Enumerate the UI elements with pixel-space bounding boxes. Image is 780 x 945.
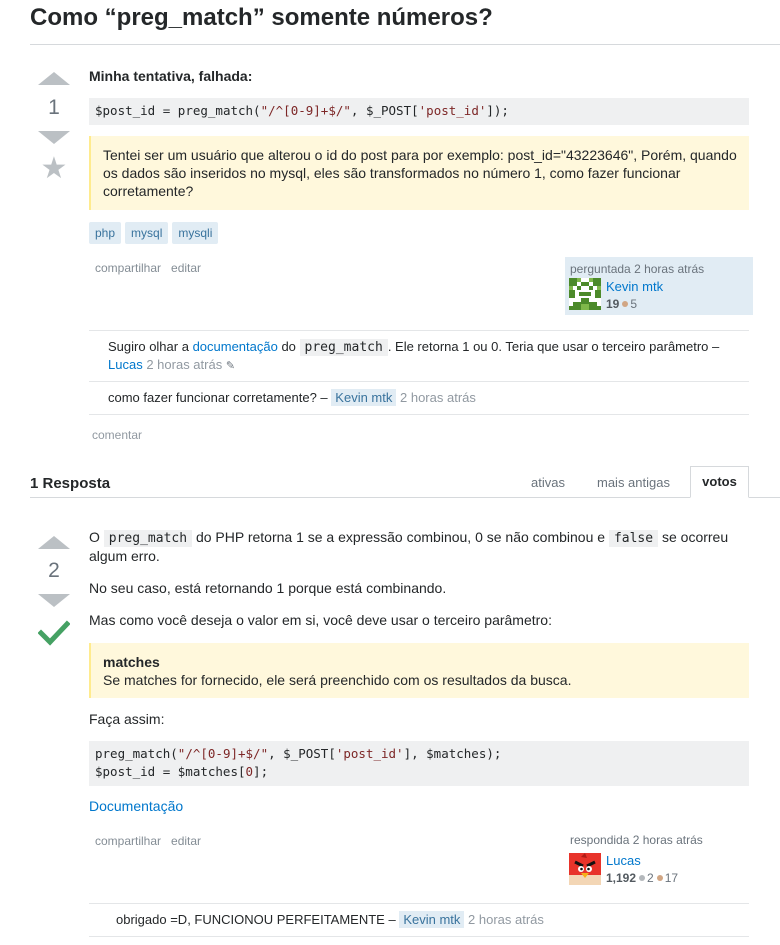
tab-votes[interactable]: votos xyxy=(690,466,749,498)
avatar[interactable] xyxy=(569,278,601,313)
code-fn: preg_match( xyxy=(95,746,178,761)
answerer-name[interactable]: Lucas xyxy=(606,853,641,868)
comment-text-post: . Ele retorna 1 ou 0. Teria que usar o terceiro parâmetro – xyxy=(387,339,720,354)
checkmark-icon xyxy=(38,620,70,649)
identicon-avatar-icon xyxy=(569,278,601,310)
answer-paragraph-2: No seu caso, está retornando 1 porque está combinando. xyxy=(89,580,447,596)
code-pattern: "/^[0-9]+$/" xyxy=(260,103,351,118)
comment-divider xyxy=(89,903,749,904)
bronze-badge-icon xyxy=(622,301,628,307)
comment-text-mid: do xyxy=(277,339,300,354)
avatar[interactable] xyxy=(569,853,601,888)
asker-rep-score: 19 xyxy=(606,297,620,311)
bronze-badge-icon xyxy=(657,875,663,881)
comment-text: como fazer funcionar corretamente? – xyxy=(108,390,328,405)
downvote-icon[interactable] xyxy=(38,131,70,144)
tag-php[interactable]: php xyxy=(89,222,121,244)
question-post-menu xyxy=(95,261,211,275)
comment-item xyxy=(116,911,746,928)
edit-link[interactable]: editar xyxy=(171,261,202,275)
upvote-icon[interactable] xyxy=(38,72,70,85)
comment-user[interactable]: Kevin mtk xyxy=(399,911,464,928)
answer-paragraph-3: Mas como você deseja o valor em si, você deve usar o terceiro parâmetro: xyxy=(89,612,552,628)
inline-code-preg-match: preg_match xyxy=(104,530,192,547)
answers-count: 1 Resposta xyxy=(30,475,111,492)
comment-item xyxy=(108,338,748,375)
answer-paragraph-4: Faça assim: xyxy=(89,711,165,727)
comment-text: obrigado =D, FUNCIONOU PERFEITAMENTE – xyxy=(116,912,396,927)
documentation-link[interactable]: documentação xyxy=(192,339,278,354)
asker-bronze-count: 5 xyxy=(630,297,638,311)
code-mid: , $_POST[ xyxy=(268,746,336,761)
comment-item xyxy=(108,389,748,406)
answer-paragraph-1-cont: algum erro. xyxy=(89,548,160,564)
answered-action: respondida xyxy=(570,833,630,847)
comment-divider xyxy=(89,330,749,331)
comment-time[interactable]: 2 horas atrás xyxy=(400,390,476,405)
code-key: 'post_id' xyxy=(335,746,404,761)
p1-text-c: se ocorreu xyxy=(658,529,729,545)
comment-user[interactable]: Lucas xyxy=(108,357,143,372)
share-link[interactable]: compartilhar xyxy=(95,834,162,848)
add-comment-link[interactable]: comentar xyxy=(92,428,143,442)
answer-signature xyxy=(565,833,753,891)
question-vote-count: 1 xyxy=(48,96,60,119)
favorite-star-icon[interactable]: ★ xyxy=(40,152,68,185)
comment-inline-code: preg_match xyxy=(300,339,388,356)
pencil-icon: ✎ xyxy=(225,360,236,372)
answer-quote xyxy=(89,643,749,698)
answer-code-block xyxy=(89,741,749,786)
tag-mysqli[interactable]: mysqli xyxy=(172,222,218,244)
answerer-rep-score: 1,192 xyxy=(606,871,637,885)
code-end: ]); xyxy=(486,103,509,118)
comment-time[interactable]: 2 horas atrás xyxy=(468,912,544,927)
asked-time: 2 horas atrás xyxy=(634,262,705,276)
code-key: 'post_id' xyxy=(418,103,487,118)
question-signature xyxy=(565,257,753,315)
question-code-block xyxy=(89,98,749,125)
code-mid: , $_POST[ xyxy=(350,103,419,118)
tab-active-sort[interactable]: ativas xyxy=(531,475,565,490)
documentation-link[interactable]: Documentação xyxy=(89,798,184,814)
tag-mysql[interactable]: mysql xyxy=(125,222,168,244)
p1-text-a: O xyxy=(89,529,104,545)
edit-link[interactable]: editar xyxy=(171,834,202,848)
page-title: Como “preg_match” somente números? xyxy=(30,4,493,31)
asker-reputation xyxy=(606,297,637,311)
asked-label xyxy=(570,262,748,276)
quote-title: matches xyxy=(103,654,160,670)
share-link[interactable]: compartilhar xyxy=(95,261,162,275)
comment-divider xyxy=(89,936,749,937)
tag-list xyxy=(89,222,222,244)
answerer-reputation xyxy=(606,871,678,885)
comment-user[interactable]: Kevin mtk xyxy=(331,389,396,406)
question-quote: Tentei ser um usuário que alterou o id do post para por exemplo: post_id="43223646", Porém, quando os dados são inseridos no mysql, eles são transformados no número 1, como fazer funcionar corretamente? xyxy=(89,136,749,210)
code-line2-index: 0 xyxy=(245,764,254,779)
asked-action: perguntada xyxy=(570,262,631,276)
code-eq: = xyxy=(155,103,178,118)
downvote-icon[interactable] xyxy=(38,594,70,607)
question-intro: Minha tentativa, falhada: xyxy=(89,68,253,84)
title-divider xyxy=(30,44,780,45)
code-var: $post_id xyxy=(95,103,156,118)
upvote-icon[interactable] xyxy=(38,536,70,549)
quote-text: Se matches for fornecido, ele será preenchido com os resultados da busca. xyxy=(103,672,572,688)
tab-oldest[interactable]: mais antigas xyxy=(597,475,670,490)
answerer-silver-count: 2 xyxy=(647,871,654,885)
code-end: ], $matches); xyxy=(403,746,502,761)
code-pattern: "/^[0-9]+$/" xyxy=(177,746,269,761)
tabs-divider xyxy=(30,497,780,498)
comment-text-pre: Sugiro olhar a xyxy=(108,339,193,354)
inline-code-false: false xyxy=(609,530,658,547)
asker-name[interactable]: Kevin mtk xyxy=(606,279,664,294)
answer-post-menu xyxy=(95,834,211,848)
answer-paragraph-1 xyxy=(89,528,754,548)
comment-divider xyxy=(89,414,749,415)
angry-bird-avatar-icon xyxy=(569,853,601,885)
p1-text-b: do PHP retorna 1 se a expressão combinou, 0 se não combinou e xyxy=(192,529,609,545)
answerer-bronze-count: 17 xyxy=(664,871,679,885)
code-line2-start: $post_id = $matches[ xyxy=(95,764,246,779)
code-fn: preg_match( xyxy=(177,103,261,118)
comment-time[interactable]: 2 horas atrás xyxy=(146,357,223,372)
comment-divider xyxy=(89,381,749,382)
silver-badge-icon xyxy=(639,875,645,881)
answer-vote-count: 2 xyxy=(48,559,60,582)
code-line2-end: ]; xyxy=(253,764,269,779)
answered-label xyxy=(570,833,748,847)
answered-time: 2 horas atrás xyxy=(632,833,703,847)
